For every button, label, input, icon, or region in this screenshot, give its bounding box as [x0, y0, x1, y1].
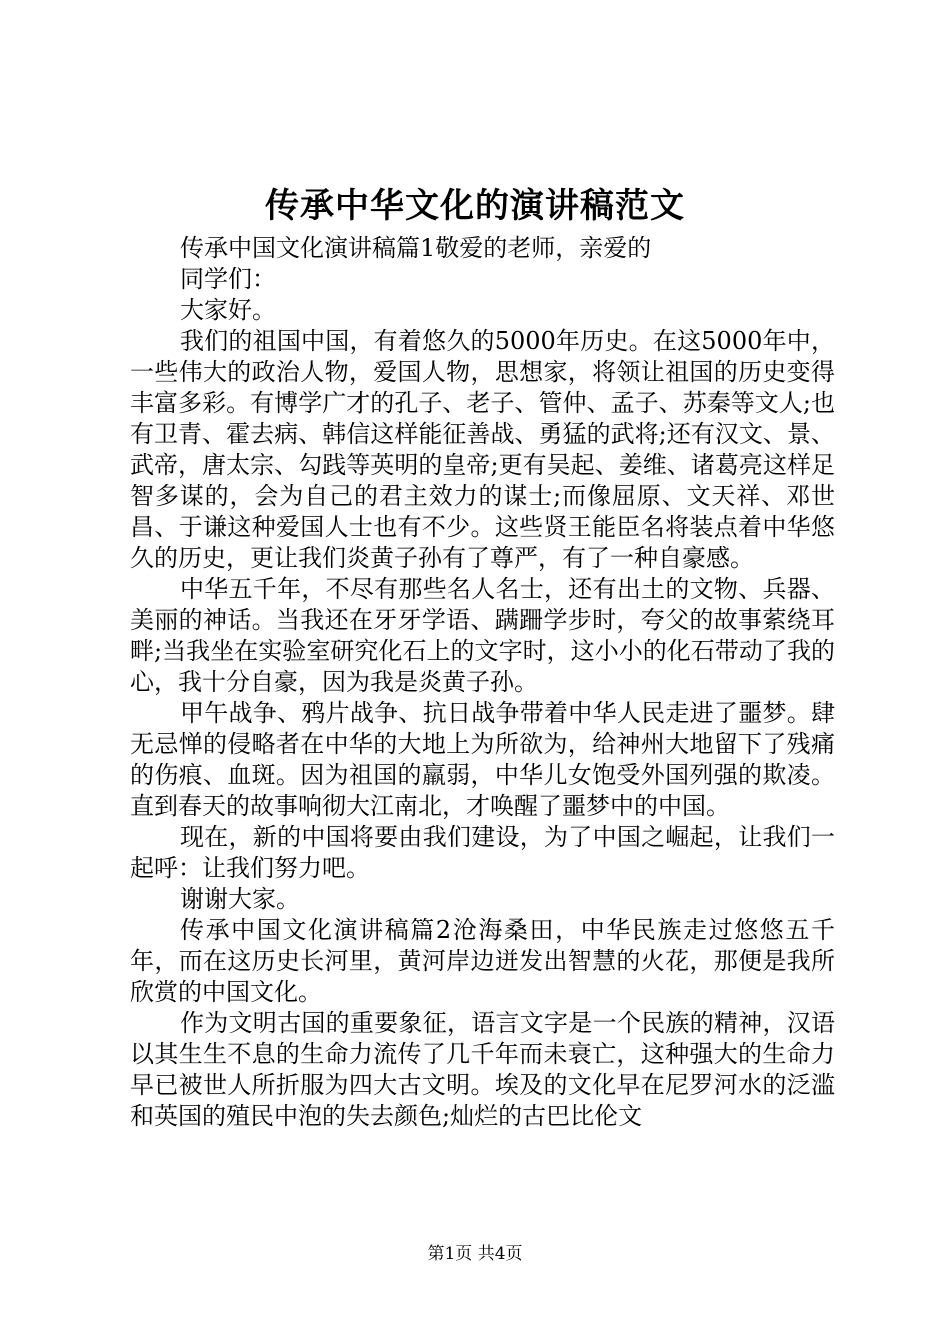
paragraph: 现在，新的中国将要由我们建设，为了中国之崛起，让我们一起呼：让我们努力吧。 [130, 823, 835, 882]
opening-line: 传承中国文化演讲稿篇1敬爱的老师，亲爱的 [180, 234, 652, 262]
paragraph: 传承中国文化演讲稿篇2沧海桑田，中华民族走过悠悠五千年，而在这历史长河里，黄河岸边迸发出智慧的火花，那便是我所欣赏的中国文化。 [130, 916, 835, 1006]
document-body [130, 233, 835, 1132]
page-footer: 第1页 共4页 [427, 1244, 523, 1264]
paragraph: 中华五千年，不尽有那些名人名士，还有出土的文物、兵器、美丽的神话。当我还在牙牙学语、蹒跚学步时，夸父的故事萦绕耳畔;当我坐在实验室研究化石上的文字时，这小小的化石带动了我的心，我十分自豪，因为我是炎黄子孙。 [130, 575, 835, 696]
document-title: 传承中华文化的演讲稿范文 [265, 186, 685, 226]
paragraph: 甲午战争、鸦片战争、抗日战争带着中华人民走进了噩梦。肆无忌惮的侵略者在中华的大地上为所欲为，给神州大地留下了残痛的伤痕、血斑。因为祖国的羸弱，中华儿女饱受外国列强的欺凌。直到春天的故事响彻大江南北，才唤醒了噩梦中的中国。 [130, 699, 835, 820]
closing-line: 谢谢大家。 [180, 885, 300, 913]
paragraph: 我们的祖国中国，有着悠久的5000年历史。在这5000年中，一些伟大的政治人物，爱国人物，思想家，将领让祖国的历史变得丰富多彩。有博学广才的孔子、老子、管仲、孟子、苏秦等文人;也有卫青、霍去病、韩信这样能征善战、勇猛的武将;还有汉文、景、武帝，唐太宗、勾践等英明的皇帝;更有吴起、姜维、诸葛亮这样足智多谋的，会为自己的君主效力的谋士;而像屈原、文天祥、邓世昌、于谦这种爱国人士也有不少。这些贤王能臣名将装点着中华悠久的历史，更让我们炎黄子孙有了尊严，有了一种自豪感。 [130, 327, 835, 572]
salutation-line: 同学们： [180, 265, 276, 293]
paragraph: 作为文明古国的重要象征，语言文字是一个民族的精神，汉语以其生生不息的生命力流传了几千年而未衰亡，这种强大的生命力早已被世人所折服为四大古文明。埃及的文化早在尼罗河水的泛滥和英国的殖民中泡的失去颜色;灿烂的古巴比伦文 [130, 1009, 835, 1130]
greeting-line: 大家好。 [180, 296, 276, 324]
